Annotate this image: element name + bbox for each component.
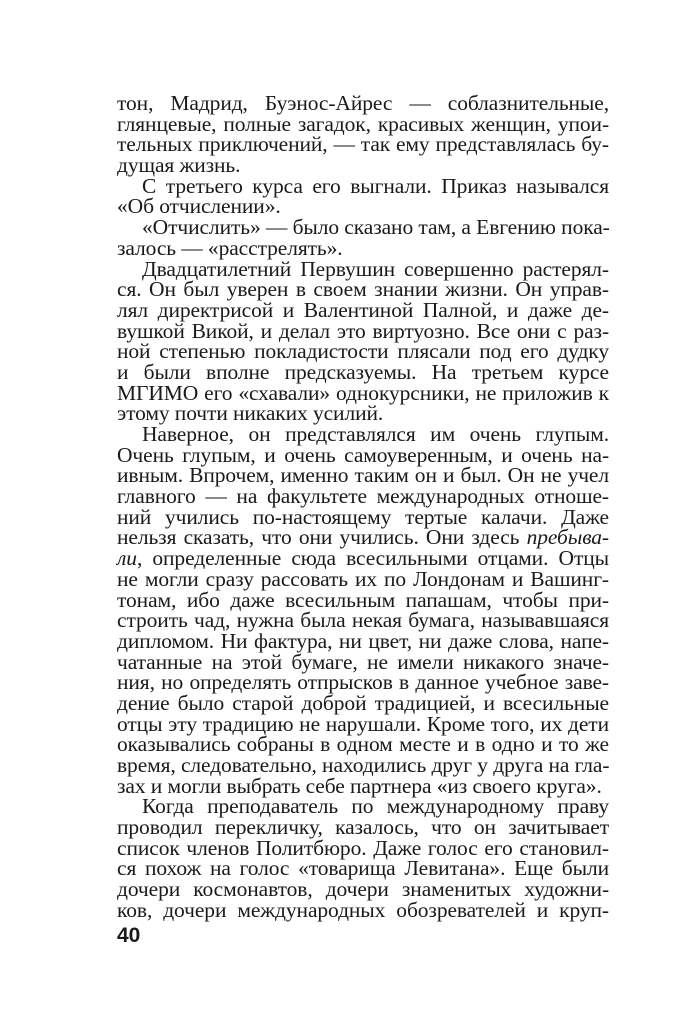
text-line: вушкой Викой, и делал это виртуозно. Все они с раз- [117,318,609,343]
text-line: тон, Мадрид, Буэнос-Айрес — соблазнительные, [117,91,609,115]
text-line: дущая жизнь. [117,153,241,178]
italic-text: пребыва- [526,525,609,550]
text-line: и были вполне предсказуемы. На третьем курсе [117,359,609,384]
text-line [117,548,609,569]
text-line: ний учились по-настоящему тертые калачи. Даже [117,504,609,529]
text-line: ния, но определять отпрысков в данное учебное заве- [117,670,609,695]
text-line: Очень глупым, и очень самоуверенным, и очень на- [117,442,609,467]
text-line: ся. Он был уверен в своем знании жизни. Он управ- [117,277,609,302]
text-line: глянцевые, полные загадок, красивых женщин, упои- [117,111,609,136]
text-run: , определенные сюда всесильными отцами. Отцы [136,546,609,571]
text-line: дочери космонавтов, дочери знаменитых художни- [117,877,609,902]
text-line: оказывались собраны в одном месте и в одно и то же [117,732,609,757]
text-line: проводил перекличку, казалось, что он зачитывает [117,815,609,840]
text-line: главного — на факультете международных отноше- [117,484,609,509]
text-run: нельзя сказать, что они учились. Они здесь [117,525,527,550]
text-line: строить чад, нужна была некая бумага, называвшаяся [117,608,609,633]
text-line: ной степенью покладистости плясали под его дудку [117,339,609,364]
text-line: МГИМО его «схавали» однокурсники, не приложив к [117,380,609,405]
page-number: 40 [117,924,141,947]
text-line: список членов Политбюро. Даже голос его становил- [117,835,609,860]
text-line: Двадцатилетний Первушин совершенно растерял- [142,256,609,281]
text-line: «Об отчислении». [117,194,281,219]
text-line: ков, дочери международных обозревателей и круп- [117,897,609,922]
text-line: этому почти никаких усилий. [117,401,384,426]
text-line: лял директрисой и Валентиной Палной, и даже де- [117,297,609,322]
text-line [117,527,609,548]
text-line: тельных приключений, — так ему представлялась бу- [117,132,609,157]
text-line: дипломом. Ни фактура, ни цвет, ни даже слова, напе- [117,628,609,653]
text-line: ивным. Впрочем, именно таким он и был. Он не учел [117,463,609,488]
italic-text: ли [117,546,137,571]
text-line: не могли сразу рассовать их по Лондонам и Вашинг- [117,566,609,591]
text-line: Наверное, он представлялся им очень глупым. [142,422,609,446]
body-text [117,93,609,921]
text-line: чатанные на этой бумаге, не имели никакого значе- [117,649,609,674]
text-line: ся похож на голос «товарища Левитана». Еще были [117,856,609,881]
text-line: отцы эту традицию не нарушали. Кроме того, их дети [117,711,609,736]
text-line: дение было старой доброй традицией, и всесильные [117,690,609,715]
text-line: С третьего курса его выгнали. Приказ назывался [142,173,609,198]
text-line: зах и могли выбрать себе партнера «из своего круга». [117,773,602,798]
text-line: Когда преподаватель по международному праву [142,794,609,819]
text-line: залось — «расстрелять». [117,235,343,260]
text-line: «Отчислить» — было сказано там, а Евгению пока- [142,215,610,240]
text-line: время, следовательно, находились друг у друга на гла- [117,753,610,777]
text-line: тонам, ибо даже всесильным папашам, чтобы при- [117,587,609,612]
